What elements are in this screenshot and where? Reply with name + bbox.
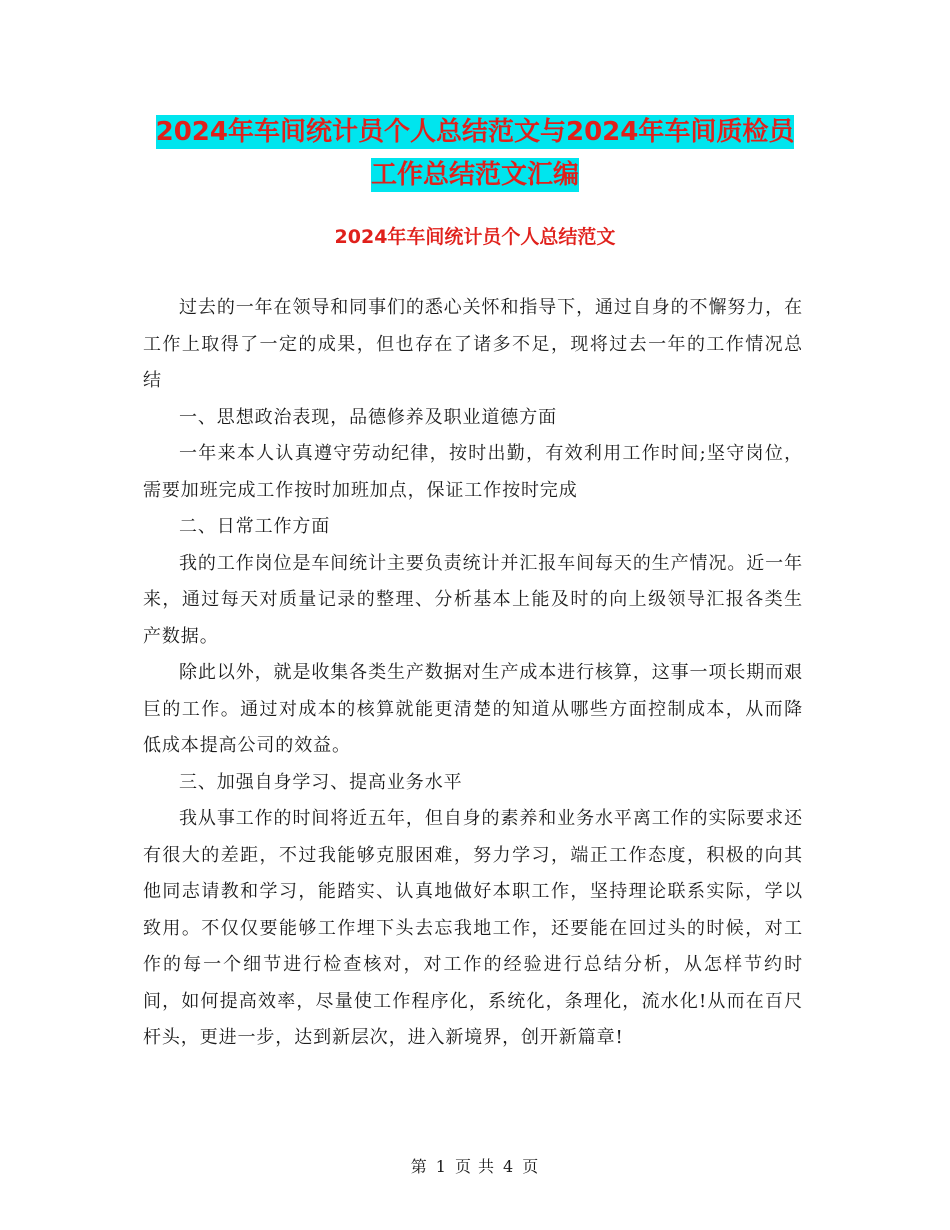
page-footer xyxy=(0,1154,950,1177)
paragraph: 一年来本人认真遵守劳动纪律，按时出勤，有效利用工作时间;坚守岗位，需要加班完成工作按时加班加点，保证工作按时完成 xyxy=(143,443,803,501)
paragraph: 我从事工作的时间将近五年，但自身的素养和业务水平离工作的实际要求还有很大的差距，不过我能够克服困难，努力学习，端正工作态度，积极的向其他同志请教和学习，能踏实、认真地做好本职工作，坚持理论联系实际，学以致用。不仅仅要能够工作埋下头去忘我地工作，还要能在回过头的时候，对工作的每一个细节进行检查核对，对工作的经验进行总结分析，从怎样节约时间，如何提高效率，尽量使工作程序化，系统化，条理化，流水化!从而在百尺杆头，更进一步，达到新层次，进入新境界，创开新篇章! xyxy=(143,808,803,1048)
section-heading-2: 二、日常工作方面 xyxy=(179,516,331,537)
paragraph: 我的工作岗位是车间统计主要负责统计并汇报车间每天的生产情况。近一年来，通过每天对质量记录的整理、分析基本上能及时的向上级领导汇报各类生产数据。 xyxy=(143,552,803,647)
document-title-line-1 xyxy=(0,113,950,151)
page-label-mid: 页 共 xyxy=(454,1157,496,1176)
section-title: 2024年车间统计员个人总结范文 xyxy=(334,226,616,248)
section-heading-3: 三、加强自身学习、提高业务水平 xyxy=(179,771,463,793)
document-body xyxy=(143,290,803,1057)
page-label-prefix: 第 xyxy=(410,1157,428,1176)
current-page-number: 1 xyxy=(435,1157,447,1176)
section-heading-1: 一、思想政治表现，品德修养及职业道德方面 xyxy=(179,406,557,428)
paragraph: 除此以外，就是收集各类生产数据对生产成本进行核算，这事一项长期而艰巨的工作。通过对成本的核算就能更清楚的知道从哪些方面控制成本，从而降低成本提高公司的效益。 xyxy=(143,662,803,756)
document-title-text-1: 2024年车间统计员个人总结范文与2024年车间质检员 xyxy=(155,117,795,147)
page-label-suffix: 页 xyxy=(522,1157,540,1176)
paragraph: 过去的一年在领导和同事们的悉心关怀和指导下，通过自身的不懈努力，在工作上取得了一定的成果，但也存在了诸多不足，现将过去一年的工作情况总结 xyxy=(143,297,803,391)
document-title-line-2 xyxy=(0,156,950,194)
document-title-text-2: 工作总结范文汇编 xyxy=(370,160,579,190)
total-pages-number: 4 xyxy=(503,1157,515,1176)
